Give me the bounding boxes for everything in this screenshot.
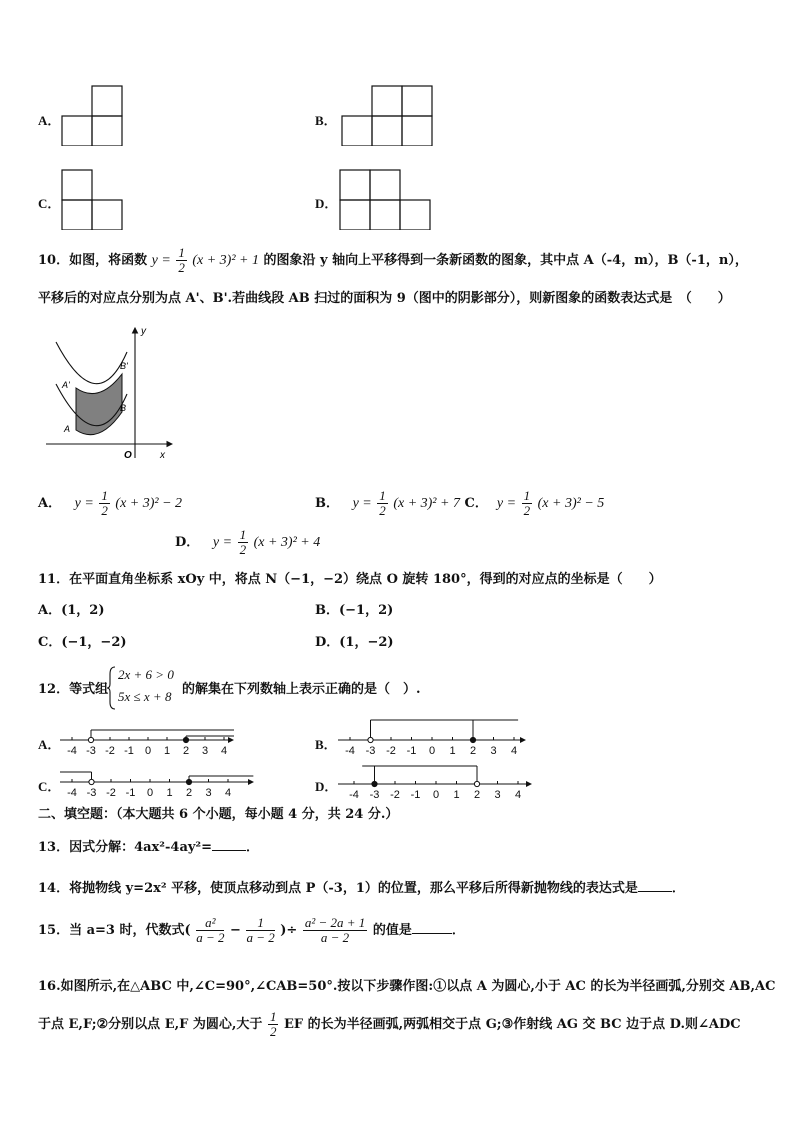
q16-line-1: 16.如图所示,在△ABC 中,∠C=90°,∠CAB=50°.按以下步骤作图:①以点 A 为圆心,小于 AC 的长为半径画弧,分别交 AB,AC — [38, 979, 776, 994]
q16-half: $\frac{1}{2}$ — [269, 1009, 277, 1039]
q13-end: ． — [246, 840, 260, 855]
q10-func-lhs: y = — [151, 253, 171, 268]
numberline-tick-label: -4 — [345, 745, 355, 757]
numberline-arrow — [520, 737, 526, 743]
q13-answer-blank[interactable] — [212, 838, 246, 851]
q10-option-d-rhs: (x + 3)² + 4 — [253, 535, 321, 550]
q9-option-c-figure — [60, 168, 126, 230]
numberline-tick-label: 2 — [469, 745, 477, 757]
numberline-tick-label: -1 — [406, 745, 417, 757]
q12-option-b-label: B． — [315, 737, 337, 752]
q10-graph-x: x — [160, 450, 165, 461]
q10-option-a-label: A． — [38, 496, 62, 511]
numberline-tick-label: 3 — [205, 787, 212, 799]
closed-point — [186, 779, 191, 784]
q10-number: 10．如图，将函数 — [38, 253, 148, 268]
q10-option-d-half: $\frac{1}{2}$ — [239, 527, 247, 557]
numberline-arrow — [248, 779, 254, 785]
q9-option-c-label: C． — [38, 196, 61, 211]
numberline-tick-label: 4 — [220, 745, 228, 757]
q10-func-rhs: (x + 3)² + 1 — [192, 253, 259, 268]
numberline-tick-label: 4 — [224, 787, 232, 799]
q16-line-2-end: EF 的长为半径画弧,两弧相交于点 G;③作射线 AG 交 BC 边于点 D.则∠ADC — [283, 1017, 741, 1032]
q10-option-a-half: $\frac{1}{2}$ — [101, 488, 108, 518]
q10-graph-o: O — [124, 450, 132, 461]
q16-line-2-start: 于点 E,F;②分别以点 E,F 为圆心,大于 — [38, 1017, 263, 1032]
q15-divide: )÷ — [280, 923, 298, 938]
q12-option-c-label: C． — [38, 779, 61, 794]
numberline-tick-label: -1 — [124, 745, 134, 757]
q10-graph-b-prime: B' — [120, 361, 128, 371]
numberline-tick-label: -3 — [369, 789, 380, 801]
numberline-tick-label: -3 — [365, 745, 376, 757]
q13 — [38, 838, 259, 857]
numberline-tick-label: -2 — [390, 789, 400, 801]
q12-option-d-label: D． — [315, 779, 338, 794]
numberline-tick-label: 0 — [428, 745, 436, 757]
q10-option-a — [38, 489, 182, 518]
numberline-tick-label: -4 — [67, 745, 77, 757]
numberline-arrow — [228, 737, 234, 743]
numberline-tick-label: 2 — [185, 787, 193, 799]
numberline-tick-label: 2 — [182, 745, 190, 757]
numberline-tick-label: 0 — [146, 787, 154, 799]
open-point — [368, 737, 373, 742]
q15-end: ． — [451, 923, 465, 938]
q12-brace — [106, 666, 116, 710]
q10-option-b-label: B． — [315, 496, 339, 511]
q11-option-b: B．(−1，2) — [315, 603, 394, 618]
q9-option-d-figure — [338, 168, 432, 230]
q10-option-c-rhs: (x + 3)² − 5 — [537, 496, 605, 511]
q10-graph-y: y — [141, 326, 146, 337]
q12-number: 12．等式组 — [38, 682, 109, 697]
q10-option-d — [175, 528, 320, 557]
section-2-heading: 二、填空题：（本大题共 6 个小题，每小题 4 分，共 24 分.） — [38, 807, 399, 822]
numberline-tick-label: -1 — [410, 789, 421, 801]
q15-minus: − — [230, 923, 241, 938]
numberline-tick-label: -2 — [106, 787, 116, 799]
q10-option-b-half: $\frac{1}{2}$ — [379, 488, 386, 518]
q10-option-a-lhs: y = — [74, 496, 94, 511]
q12-inequality-1: 2x + 6 > 0 — [118, 667, 174, 682]
q15-fraction-1: $\frac{\text{a²}}{a - 2}$ — [196, 915, 225, 945]
q14 — [38, 879, 685, 898]
numberline-tick-label: -2 — [386, 745, 396, 757]
numberline-tick-label: 3 — [494, 789, 501, 801]
q12-option-b-numberline — [336, 718, 530, 760]
q13-text: 13．因式分解：4ax²-4ay²= — [38, 840, 213, 855]
numberline-tick-label: -3 — [86, 787, 97, 799]
numberline-tick-label: 0 — [144, 745, 152, 757]
q10-option-d-lhs: y = — [212, 535, 233, 550]
numberline-tick-label: -2 — [105, 745, 115, 757]
q12-text: 的解集在下列数轴上表示正确的是（ ）. — [182, 682, 421, 697]
q9-option-d-label: D． — [315, 196, 338, 211]
q10-func-half: $\frac{1}{2}$ — [178, 245, 185, 275]
q9-option-b-label: B． — [315, 113, 337, 128]
numberline-tick-label: -4 — [67, 787, 77, 799]
q15-suffix: 的值是 — [372, 923, 412, 938]
open-point — [89, 779, 94, 784]
closed-point — [470, 737, 475, 742]
q15-fraction-2: $\frac{1}{a - 2}$ — [246, 915, 275, 945]
numberline-tick-label: 4 — [510, 745, 518, 757]
q10-option-d-label: D． — [175, 535, 200, 550]
closed-point — [183, 737, 188, 742]
numberline-tick-label: -3 — [86, 745, 96, 757]
q10-option-b — [315, 489, 604, 518]
numberline-tick-label: 1 — [449, 745, 456, 757]
q11-text: 11．在平面直角坐标系 xOy 中，将点 N（−1，−2）绕点 O 旋转 180°，得到的对应点的坐标是（ ） — [38, 572, 662, 587]
q12-inequality-2: 5x ≤ x + 8 — [118, 689, 172, 704]
q12-option-d-numberline — [336, 760, 536, 804]
numberline-tick-label: 2 — [473, 789, 481, 801]
q10-option-c-half: $\frac{1}{2}$ — [523, 488, 531, 518]
q15-prefix: 15．当 a=3 时，代数式( — [38, 923, 191, 938]
q10-option-b-lhs: y = — [352, 496, 372, 511]
q10-option-a-rhs: (x + 3)² − 2 — [115, 496, 183, 511]
q12-option-c-numberline — [58, 760, 258, 802]
q10-option-c-label: C． — [464, 496, 488, 511]
numberline-tick-label: 0 — [432, 789, 440, 801]
open-point — [474, 781, 479, 786]
q11-option-c: C．(−1，−2) — [38, 635, 127, 650]
numberline-arrow — [526, 781, 532, 787]
q10-option-b-rhs: (x + 3)² + 7 — [393, 496, 460, 511]
q15-fraction-3: $\frac{\text{a² − 2a + 1}}{a - 2}$ — [304, 915, 366, 945]
q9-option-a-label: A． — [38, 113, 61, 128]
q12-option-a-label: A． — [38, 737, 61, 752]
q16-line-2 — [38, 1010, 741, 1039]
q11-option-d: D．(1，−2) — [315, 635, 394, 650]
q10-graph-b: B — [120, 403, 127, 413]
q10-shifted-curve — [56, 342, 127, 384]
numberline-tick-label: 3 — [201, 745, 209, 757]
q15-answer-blank[interactable] — [412, 921, 452, 934]
q9-option-b-figure — [340, 84, 436, 146]
q10-line-1 — [38, 246, 748, 275]
q14-end: ． — [671, 881, 685, 896]
q14-answer-blank[interactable] — [638, 879, 672, 892]
numberline-tick-label: 1 — [453, 789, 460, 801]
q14-text: 14．将抛物线 y=2x² 平移，使顶点移动到点 P（-3，1）的位置，那么平移后所得新抛物线的表达式是 — [38, 881, 638, 896]
numberline-tick-label: -4 — [349, 789, 359, 801]
q15 — [38, 916, 465, 945]
q12-option-a-numberline — [58, 718, 238, 760]
q10-graph-a: A — [64, 424, 71, 434]
numberline-tick-label: 3 — [490, 745, 497, 757]
numberline-tick-label: 4 — [514, 789, 522, 801]
q10-text-2: 平移后的对应点分别为点 A'、B'.若曲线段 AB 扫过的面积为 9（图中的阴影部分），则新图象的函数表达式是 （ ） — [38, 291, 731, 306]
numberline-tick-label: 1 — [163, 745, 171, 757]
open-point — [88, 737, 93, 742]
q11-option-a: A．(1，2) — [38, 603, 105, 618]
numberline-tick-label: 1 — [166, 787, 173, 799]
q10-graph-a-prime: A' — [62, 380, 70, 390]
closed-point — [372, 781, 377, 786]
q10-text-1: 的图象沿 y 轴向上平移得到一条新函数的图象，其中点 A（-4，m），B（-1，n）， — [263, 253, 748, 268]
q10-option-c-lhs: y = — [496, 496, 517, 511]
numberline-tick-label: -1 — [125, 787, 136, 799]
q9-option-a-figure — [60, 84, 126, 146]
q10-graph — [42, 322, 182, 462]
